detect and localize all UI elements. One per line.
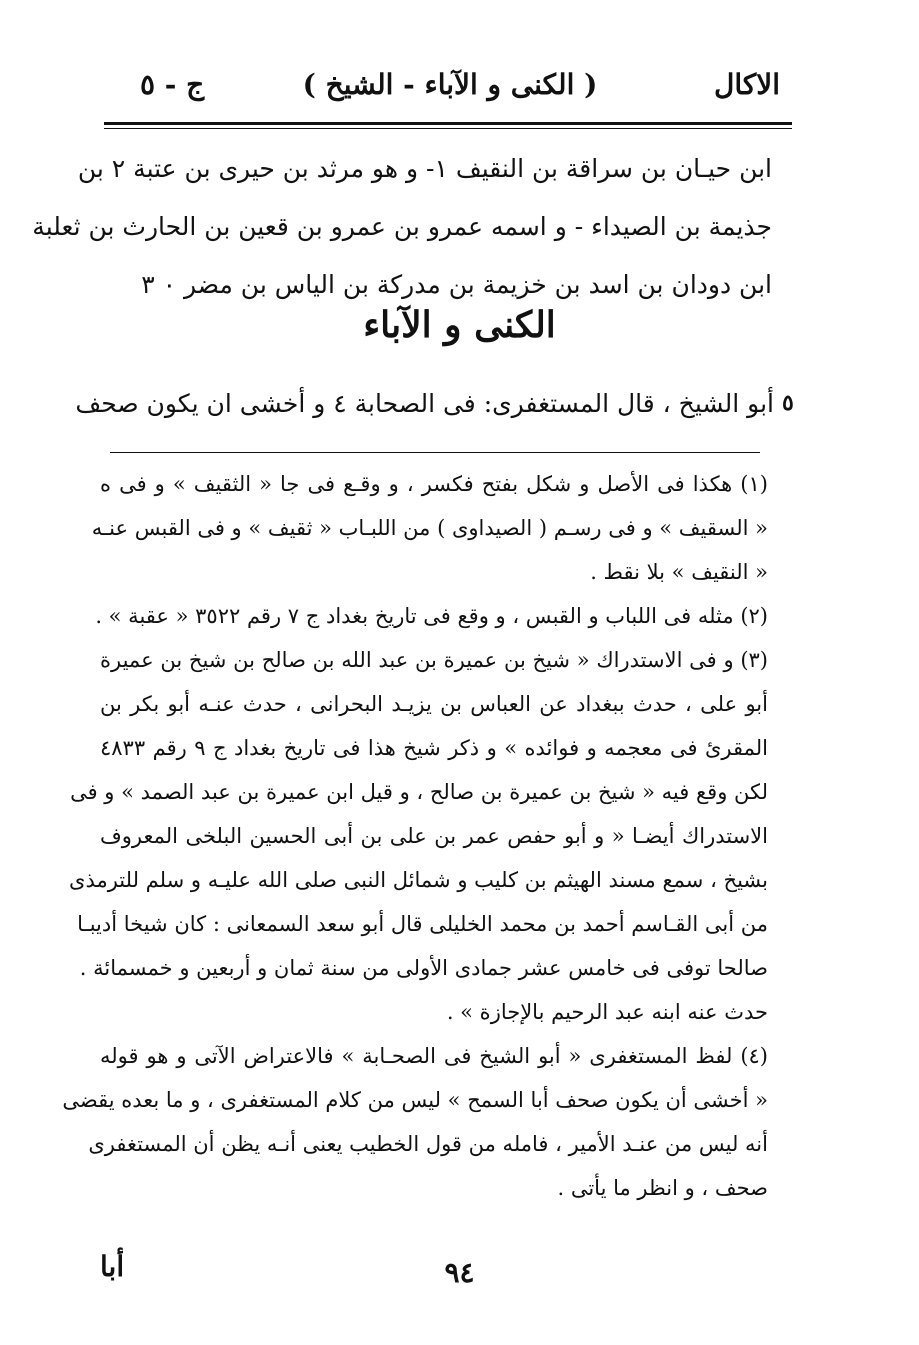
footnote-rule: [110, 452, 760, 453]
entry-line-number: ٥: [782, 390, 794, 416]
main-line: جذيمة بن الصيداء - و اسمه عمرو بن عمرو بن قعين بن الحارث بن ثعلبة: [32, 212, 772, 241]
header-rule: [104, 122, 792, 125]
footnote-line: « أخشى أن يكون صحف أبا السمح » ليس من كلام المستغفرى ، و ما بعده يقضى: [62, 1088, 768, 1112]
footnote-line: « النقيف » بلا نقط .: [590, 560, 768, 584]
header-section-title: ( الكنى و الآباء - الشيخ ): [302, 68, 598, 101]
footnote-line: حدث عنه ابنه عبد الرحيم بالإجازة » .: [446, 1000, 768, 1024]
header-volume: ج - ٥: [140, 68, 205, 101]
footnote-line: (٤) لفظ المستغفرى « أبو الشيخ فى الصحـابة » فالاعتراض الآتى و هو قوله: [100, 1044, 768, 1068]
section-title: الكنى و الآباء: [363, 304, 556, 346]
footnote-line: أنه ليس من عنـد الأمير ، فامله من قول الخطيب يعنى أنـه يظن أن المستغفرى: [88, 1132, 768, 1156]
footnote-line: أبو على ، حدث ببغداد عن العباس بن يزيـد البحرانى ، حدث عنـه أبو بكر بن: [100, 692, 768, 716]
main-line: ابن دودان بن اسد بن خزيمة بن مدركة بن الياس بن مضر ٠ ٣: [141, 270, 772, 299]
page-number: ٩٤: [444, 1256, 475, 1289]
footnote-line: بشيخ ، سمع مسند الهيثم بن كليب و شمائل النبى صلى الله عليـه و سلم للترمذى: [69, 868, 768, 892]
footnote-line: من أبى القـاسم أحمد بن محمد الخليلى قال أبو سعد السمعانى : كان شيخا أديبـا: [77, 912, 768, 936]
footnote-line: لكن وقع فيه « شيخ بن عميرة بن صالح ، و قيل ابن عميرة بن عبد الصمد » و فى: [70, 780, 768, 804]
catchword: أبا: [100, 1250, 125, 1283]
main-text: [32, 140, 772, 314]
footnote-line: (٢) مثله فى اللباب و القبس ، و وقع فى تاريخ بغداد ج ٧ رقم ٣٥٢٢ « عقبة » .: [95, 604, 768, 628]
entry-text: أبو الشيخ ، قال المستغفرى: فى الصحابة ٤ و أخشى ان يكون صحف: [75, 389, 774, 418]
header-rule-thin: [104, 128, 792, 129]
footnote-line: المقرئ فى معجمه و فوائده » و ذكر شيخ هذا فى تاريخ بغداد ج ٩ رقم ٤٨٣٣: [100, 736, 769, 760]
footnote-line: الاستدراك أيضـا « و أبو حفص عمر بن على بن أبى الحسين البلخى المعروف: [100, 824, 768, 848]
header-book-title: الاكال: [714, 68, 780, 101]
main-line: ابن حيـان بن سراقة بن النقيف ١- و هو مرثد بن حيرى بن عتبة ٢ بن: [77, 154, 772, 183]
footnote-line: صالحا توفى فى خامس عشر جمادى الأولى من سنة ثمان و أربعين و خمسمائة .: [79, 956, 768, 980]
footnote-line: « السقيف » و فى رسـم ( الصيداوى ) من اللبـاب « ثقيف » و فى القبس عنـه: [91, 516, 768, 540]
footnote-line: صحف ، و انظر ما يأتى .: [557, 1176, 768, 1200]
footnotes: [62, 462, 769, 1210]
footnote-line: (٣) و فى الاستدراك « شيخ بن عميرة بن عبد الله بن صالح بن شيخ بن عميرة: [100, 648, 768, 672]
footnote-line: (١) هكذا فى الأصل و شكل بفتح فكسر ، و وقـع فى جا « الثقيف » و فى ه: [100, 472, 768, 496]
running-header: [110, 62, 790, 110]
